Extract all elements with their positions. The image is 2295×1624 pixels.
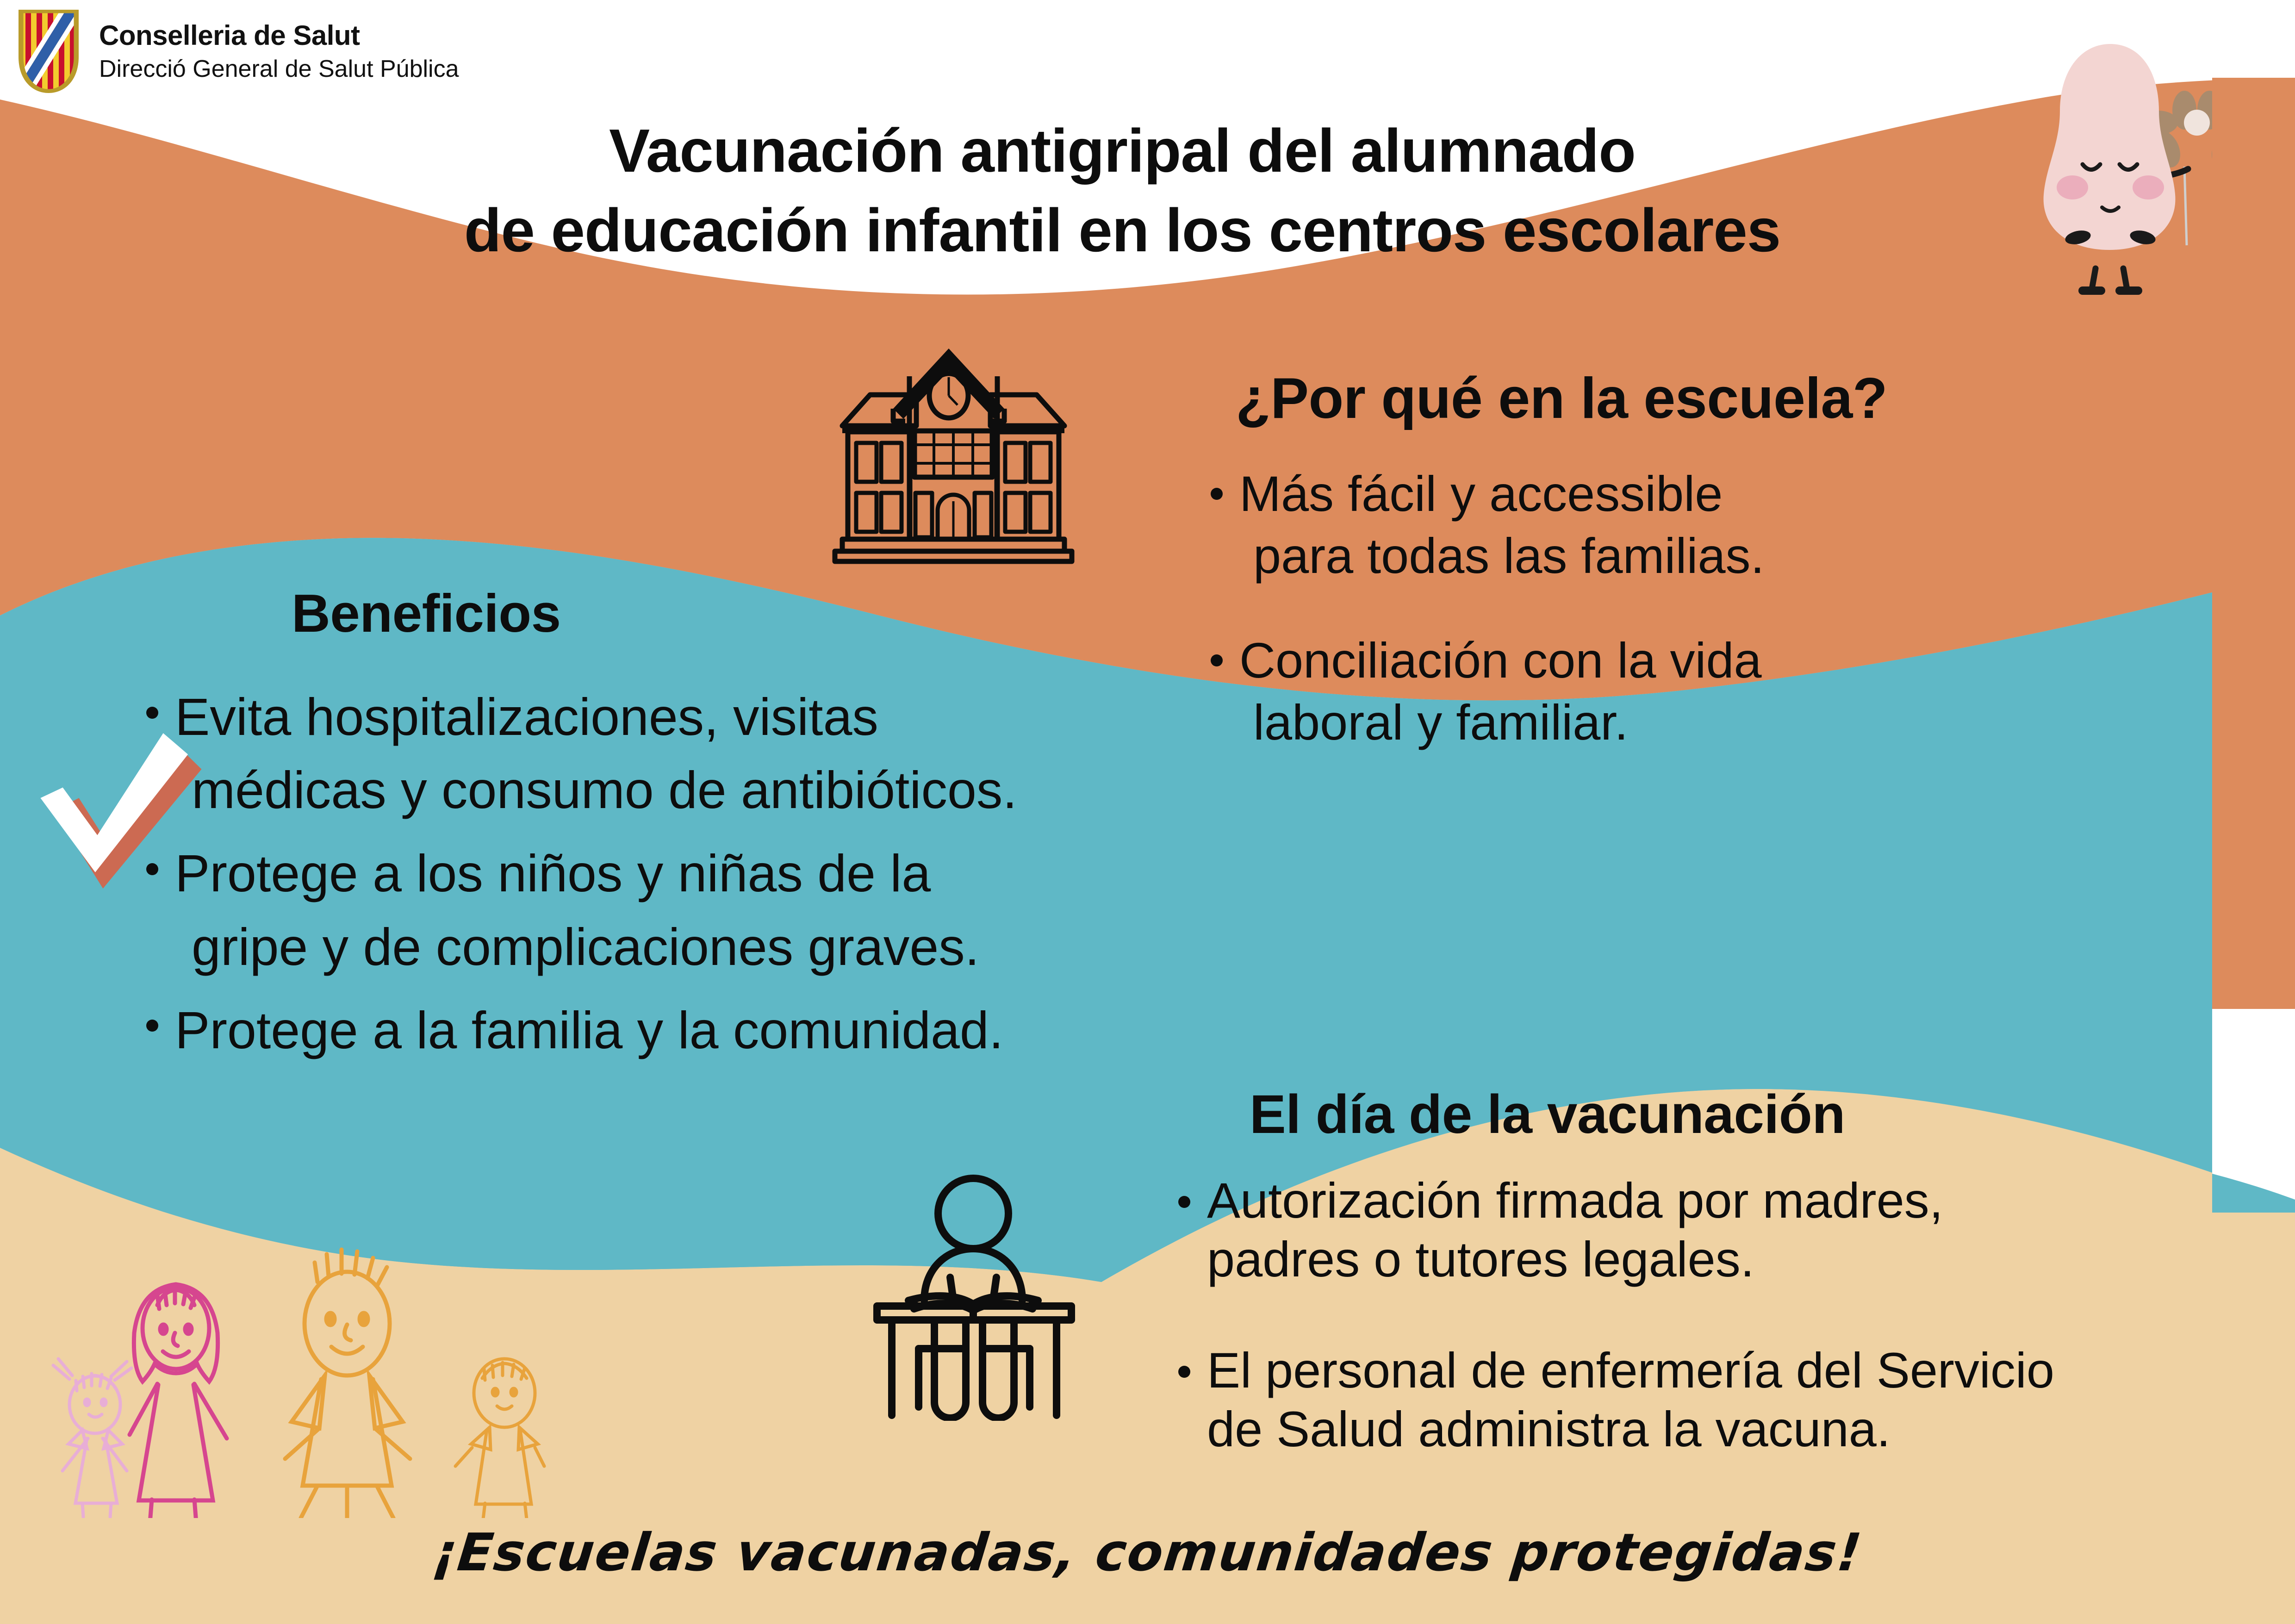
nose-mascot-with-flower-icon <box>1888 28 2212 305</box>
student-at-desk-icon <box>854 1162 1095 1421</box>
catalan-shield-emblem-icon <box>14 8 83 94</box>
school-building-icon <box>824 340 1083 572</box>
bullet-line: Evita hospitalizaciones, visitas <box>175 688 878 746</box>
bullet-line: de Salud administra la vacuna. <box>1207 1401 1891 1457</box>
section-title-why: ¿Por qué en la escuela? <box>1236 367 1888 430</box>
nose-body <box>2044 44 2176 250</box>
slogan-text: ¡Escuelas vacunadas, comunidades protegidas! <box>430 1523 1865 1583</box>
bullet-line: padres o tutores legales. <box>1207 1231 1754 1288</box>
bullet-line: Autorización firmada por madres, <box>1207 1172 1943 1228</box>
bullet-line: Más fácil y accessible <box>1239 466 1723 522</box>
page-title-line2: de educación infantil en los centros escolares <box>464 196 1781 264</box>
list-item <box>139 680 1296 827</box>
logo-title: Conselleria de Salut <box>99 19 360 51</box>
bullet-line: laboral y familiar. <box>1253 694 1629 750</box>
bullet-line: para todas las familias. <box>1253 527 1765 584</box>
bullet-line: Protege a los niños y niñas de la <box>175 844 931 903</box>
benefits-bullet-list <box>139 680 1296 1077</box>
section-title-benefits: Beneficios <box>292 583 561 643</box>
day-bullet-list <box>1171 1171 2295 1511</box>
family-drawing-icon <box>42 1194 565 1518</box>
page-title <box>324 111 1921 270</box>
logo-block <box>14 8 459 94</box>
section-title-day: El día de la vacunación <box>1250 1084 1845 1145</box>
list-item <box>1203 629 2198 753</box>
bullet-line: Conciliación con la vida <box>1239 632 1762 688</box>
bullet-line: Protege a la familia y la comunidad. <box>175 1001 1004 1059</box>
bullet-line: médicas y consumo de antibióticos. <box>192 761 1017 820</box>
list-item <box>1203 463 2198 587</box>
bullet-line: El personal de enfermería del Servicio <box>1207 1342 2054 1398</box>
list-item <box>1171 1341 2295 1459</box>
bullet-line: gripe y de complicaciones graves. <box>192 917 980 976</box>
list-item <box>1171 1171 2295 1289</box>
list-item <box>139 837 1296 983</box>
why-bullet-list <box>1203 463 2198 796</box>
logo-text <box>99 19 459 82</box>
right-edge-orange-sliver <box>2212 78 2295 1009</box>
page-title-line1: Vacunación antigripal del alumnado <box>609 117 1636 185</box>
logo-subtitle: Direcció General de Salut Pública <box>99 55 459 82</box>
list-item <box>139 994 1296 1067</box>
